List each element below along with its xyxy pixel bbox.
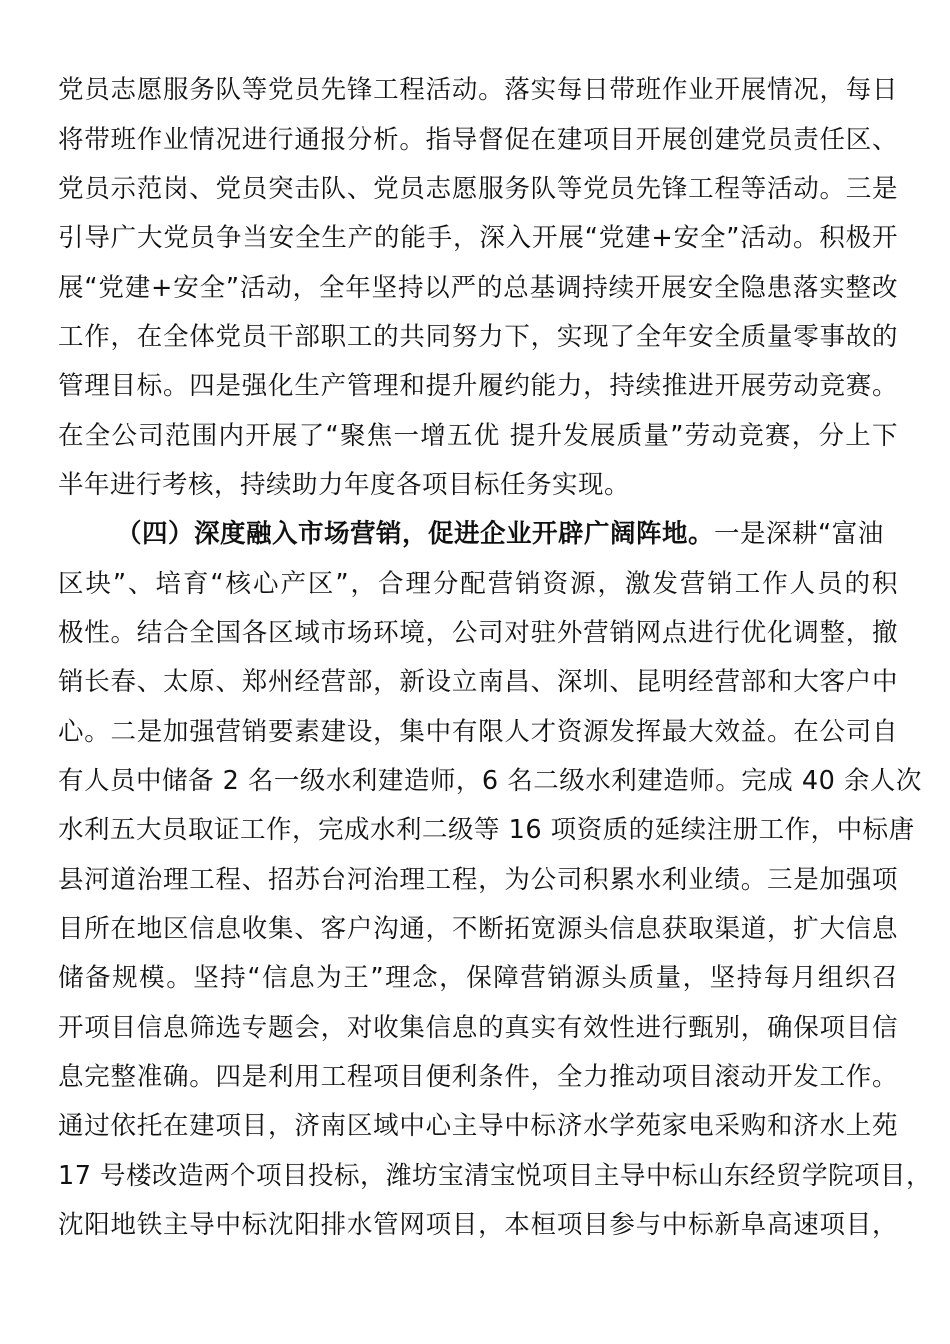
section-heading: （四）深度融入市场营销，促进企业开辟广阔阵地。	[116, 519, 715, 549]
text-line: 有人员中储备 2 名一级水利建造师，6 名二级水利建造师。完成 40 余人次	[58, 766, 922, 796]
text-line: 党员示范岗、党员突击队、党员志愿服务队等党员先锋工程等活动。三是	[58, 174, 898, 204]
text-line: 将带班作业情况进行通报分析。指导督促在建项目开展创建党员责任区、	[58, 125, 898, 155]
text-line: 息完整准确。四是利用工程项目便利条件，全力推动项目滚动开发工作。	[58, 1062, 898, 1092]
text-line: 工作，在全体党员干部职工的共同努力下，实现了全年安全质量零事故的	[58, 322, 898, 352]
text-line: 水利五大员取证工作，完成水利二级等 16 项资质的延续注册工作，中标唐	[58, 815, 915, 845]
text-line: 通过依托在建项目，济南区域中心主导中标济水学苑家电采购和济水上苑	[58, 1111, 898, 1141]
text-line: 半年进行考核，持续助力年度各项目标任务实现。	[58, 470, 631, 500]
text-line: 储备规模。坚持“信息为王”理念，保障营销源头质量，坚持每月组织召	[58, 963, 898, 993]
text-line: 区块”、培育“核心产区”，合理分配营销资源，激发营销工作人员的积	[58, 569, 898, 599]
text-line: 极性。结合全国各区域市场环境，公司对驻外营销网点进行优化调整，撤	[58, 618, 898, 648]
text-line: 管理目标。四是强化生产管理和提升履约能力，持续推进开展劳动竞赛。	[58, 371, 898, 401]
text-line: 展“党建+安全”活动，全年坚持以严的总基调持续开展安全隐患落实整改	[58, 273, 898, 303]
section-heading-line	[116, 509, 898, 559]
text-line: 县河道治理工程、招苏台河治理工程，为公司积累水利业绩。三是加强项	[58, 865, 898, 895]
text-line: 沈阳地铁主导中标沈阳排水管网项目，本桓项目参与中标新阜高速项目，	[58, 1210, 898, 1240]
text-line: 销长春、太原、郑州经营部，新设立南昌、深圳、昆明经营部和大客户中	[58, 667, 898, 697]
text-line: 17 号楼改造两个项目投标，潍坊宝清宝悦项目主导中标山东经贸学院项目，	[58, 1161, 933, 1191]
text-line: 在全公司范围内开展了“聚焦一增五优 提升发展质量”劳动竞赛，分上下	[58, 421, 898, 451]
text-line: 目所在地区信息收集、客户沟通，不断拓宽源头信息获取渠道，扩大信息	[58, 914, 898, 944]
text-line: 心。二是加强营销要素建设，集中有限人才资源发挥最大效益。在公司自	[58, 717, 898, 747]
section-first-line-text: 一是深耕“富油	[714, 519, 884, 549]
text-line: 开项目信息筛选专题会，对收集信息的真实有效性进行甄别，确保项目信	[58, 1013, 898, 1043]
text-line: 党员志愿服务队等党员先锋工程活动。落实每日带班作业开展情况，每日	[58, 75, 898, 105]
text-line: 引导广大党员争当安全生产的能手，深入开展“党建+安全”活动。积极开	[58, 223, 898, 253]
